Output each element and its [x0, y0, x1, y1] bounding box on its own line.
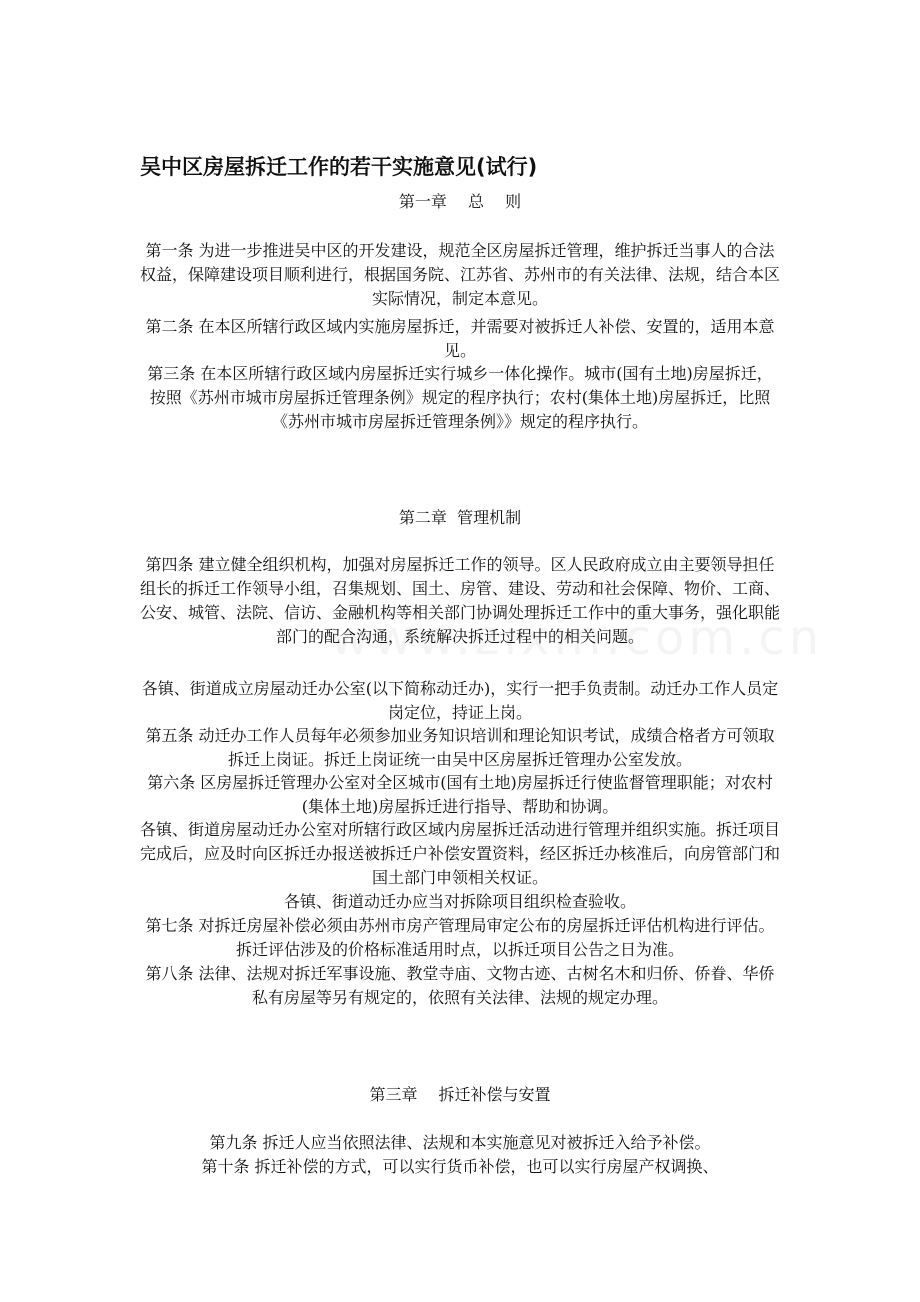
article-8-paragraph: 第八条 法律、法规对拆迁军事设施、教堂寺庙、文物古迹、古树名木和归侨、侨眷、华侨私有房屋等另有规定的，依照有关法律、法规的规定办理。: [145, 964, 775, 1007]
article-6-supplement-paragraph: 各镇、街道房屋动迁办公室对所辖行政区域内房屋拆迁活动进行管理并组织实施。拆迁项目完成后，应及时向区拆迁办报送被拆迁户补偿安置资料，经区拆迁办核准后，向房管部门和国土部门申领相关权证。: [140, 820, 781, 887]
chapter-1-heading: 第一章 总 则: [398, 192, 522, 211]
article-6-paragraph: 第六条 区房屋拆迁管理办公室对全区城市(国有土地)房屋拆迁行使监督管理职能；对农村(集体土地)房屋拆迁进行指导、帮助和协调。: [147, 773, 773, 816]
article-4-paragraph: 第四条 建立健全组织机构，加强对房屋拆迁工作的领导。区人民政府成立由主要领导担任组长的拆迁工作领导小组，召集规划、国土、房管、建设、劳动和社会保障、物价、工商、公安、城管、法院、信访、金融机构等相关部门协调处理拆迁工作中的重大事务，强化职能部门的配合沟通，系统解决拆迁过程中的相关问题。: [140, 555, 781, 646]
article-1-paragraph: 第一条 为进一步推进吴中区的开发建设，规范全区房屋拆迁管理，维护拆迁当事人的合法权益，保障建设项目顺利进行，根据国务院、江苏省、苏州市的有关法律、法规，结合本区实际情况，制定本意见。: [140, 241, 781, 308]
article-2-paragraph: 第二条 在本区所辖行政区域内实施房屋拆迁，并需要对被拆迁人补偿、安置的，适用本意见。: [145, 317, 775, 360]
article-10-paragraph: 第十条 拆迁补偿的方式，可以实行货币补偿，也可以实行房屋产权调换、: [201, 1157, 719, 1176]
article-9-paragraph: 第九条 拆迁人应当依照法律、法规和本实施意见对被拆迁入给予补偿。: [209, 1133, 711, 1152]
chapter-3-heading: 第三章 拆迁补偿与安置: [369, 1085, 551, 1104]
article-6-inspection-paragraph: 各镇、街道动迁办应当对拆除项目组织检查验收。: [283, 892, 636, 911]
article-5-paragraph: 第五条 动迁办工作人员每年必须参加业务知识培训和理论知识考试，成绩合格者方可领取拆迁上岗证。拆迁上岗证统一由吴中区房屋拆迁管理办公室发放。: [145, 726, 775, 769]
document-title: 吴中区房屋拆迁工作的若干实施意见(试行): [140, 155, 538, 179]
article-3-paragraph: 第三条 在本区所辖行政区域内房屋拆迁实行城乡一体化操作。城市(国有土地)房屋拆迁，按照《苏州市城市房屋拆迁管理条例》规定的程序执行；农村(集体土地)房屋拆迁，比照《苏州市城市房屋拆迁管理条例》》规定的程序执行。: [147, 364, 773, 431]
chapter-2-heading: 第二章 管理机制: [398, 508, 522, 527]
article-4-supplement-paragraph: 各镇、街道成立房屋动迁办公室(以下简称动迁办)，实行一把手负责制。动迁办工作人员定岗定位，持证上岗。: [141, 679, 779, 722]
article-7-paragraph: 第七条 对拆迁房屋补偿必须由苏州市房产管理局审定公布的房屋拆迁评估机构进行评估。拆迁评估涉及的价格标准适用时点，以拆迁项目公告之日为准。: [145, 916, 775, 959]
